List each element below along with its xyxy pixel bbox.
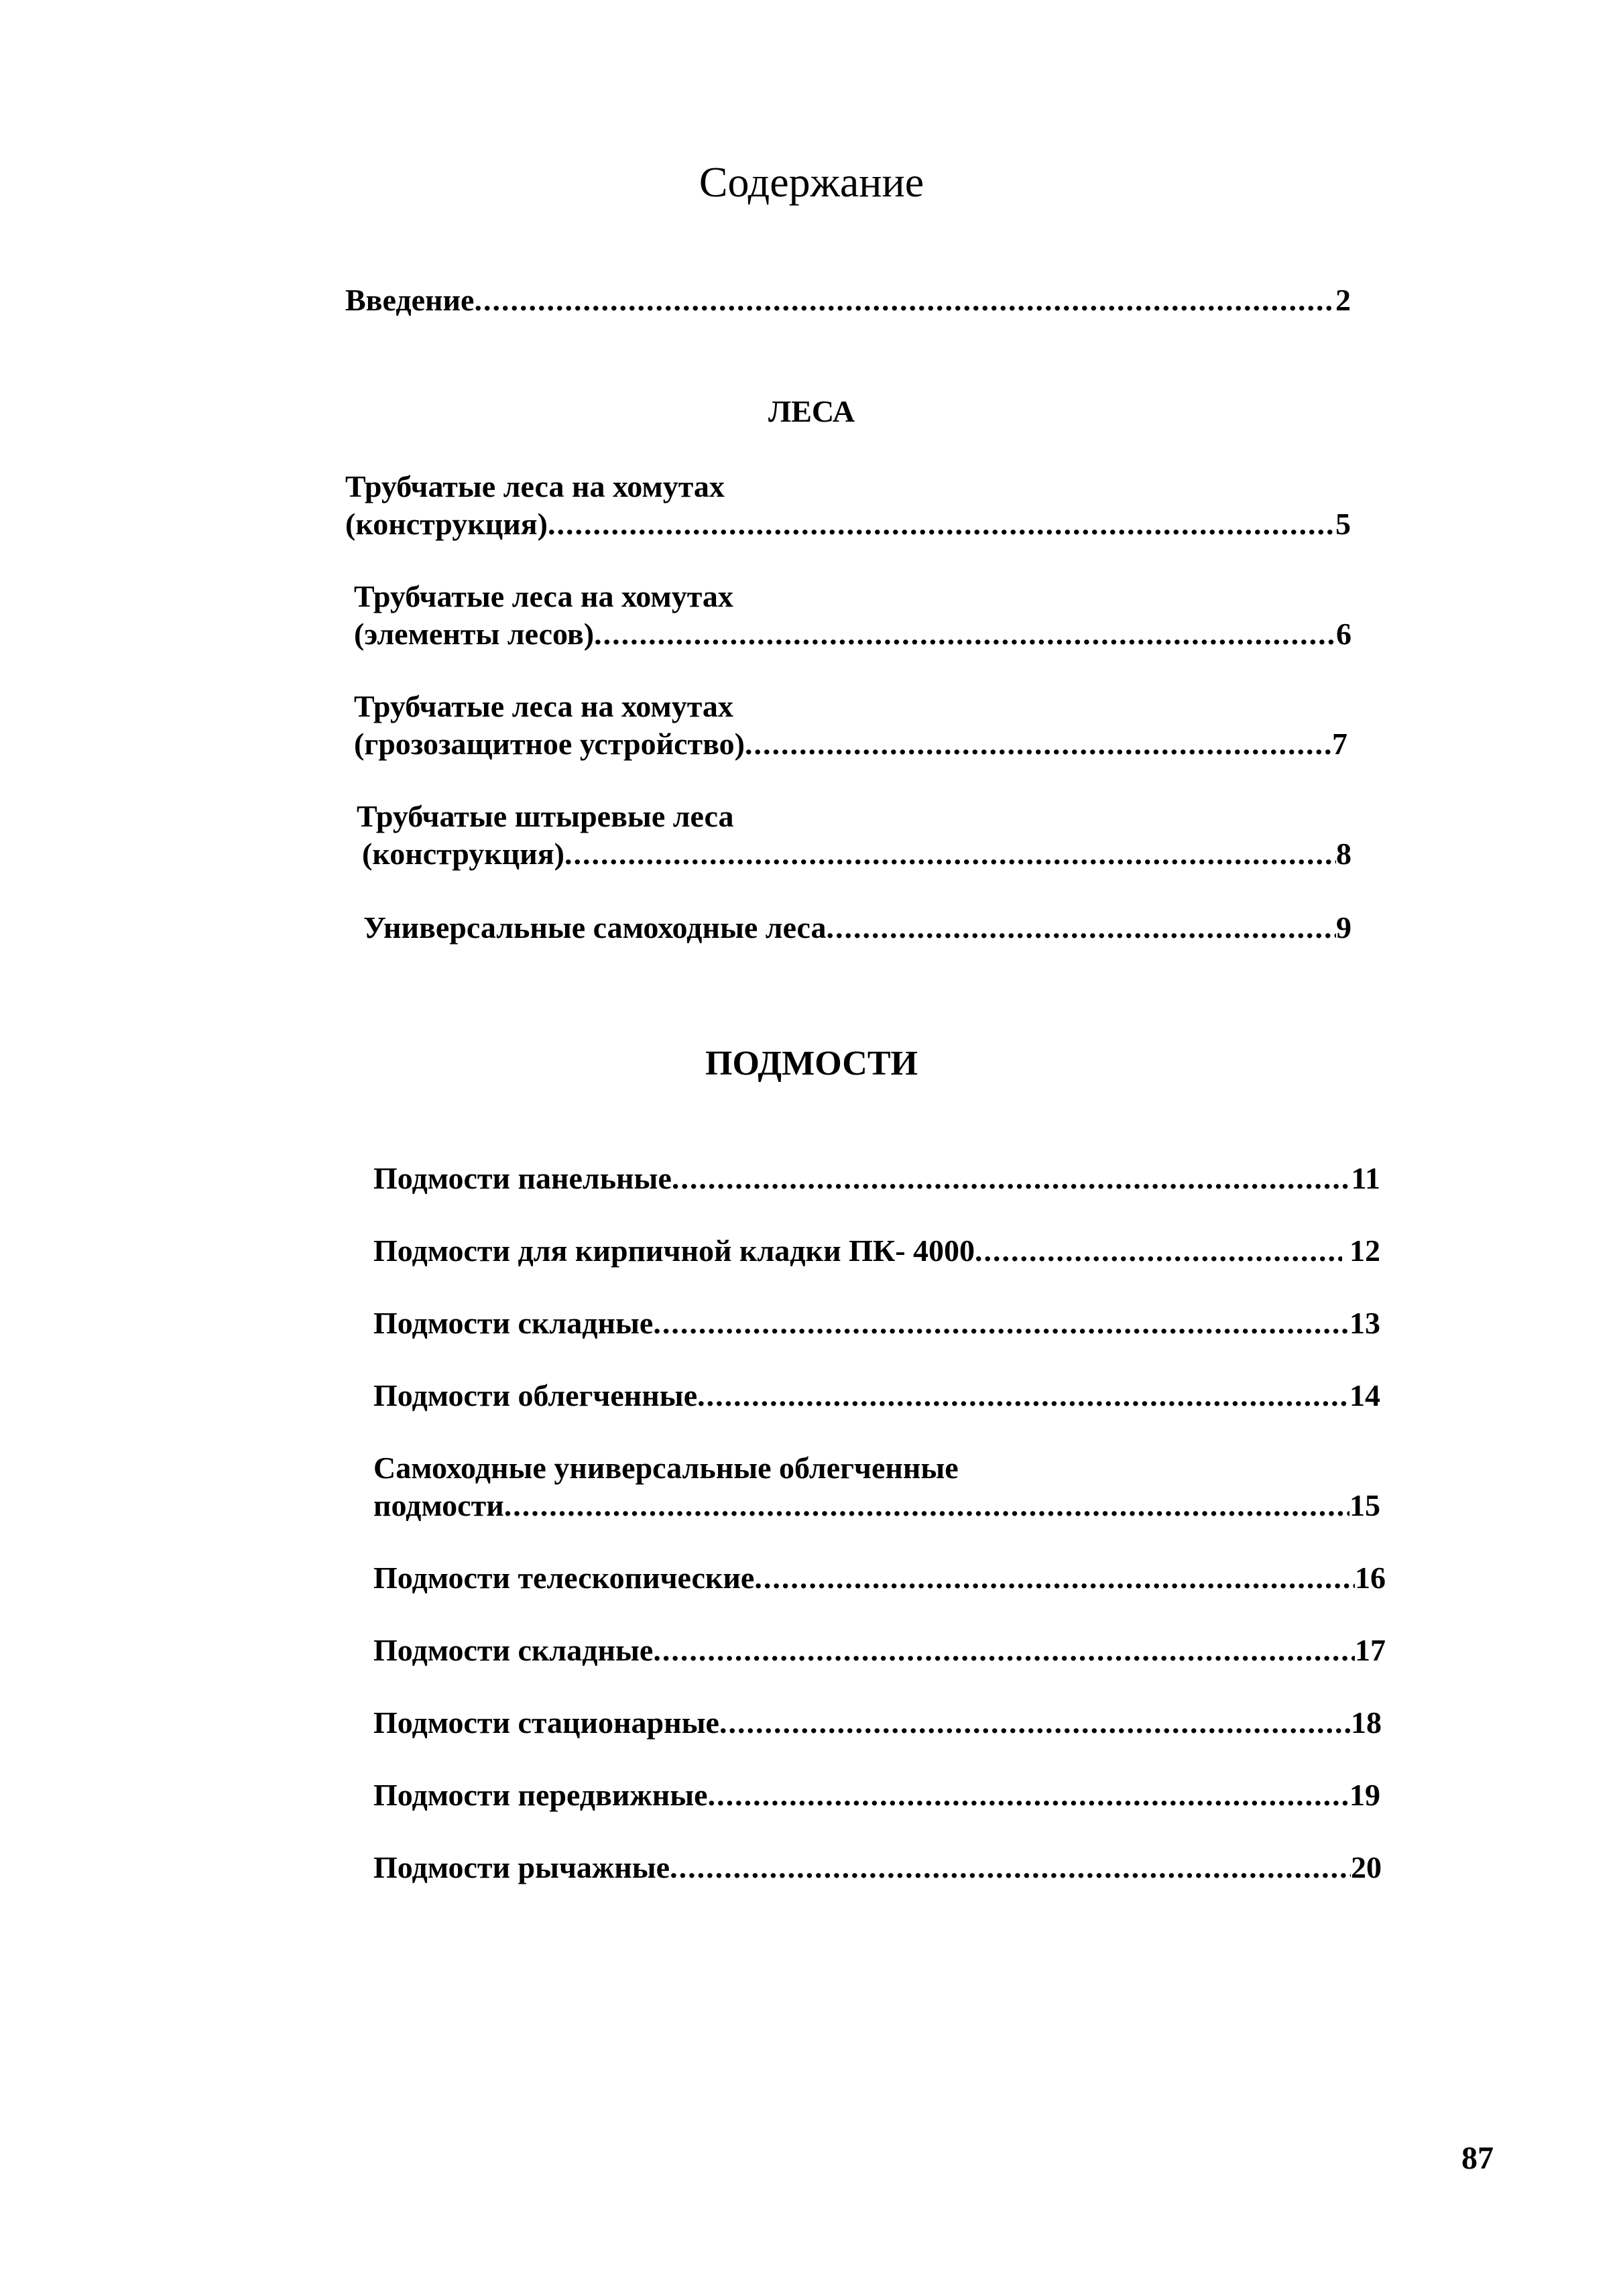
toc-line [357,835,1351,873]
section-heading-podmosti: ПОДМОСТИ [705,1044,918,1083]
toc-entry [373,1704,1382,1742]
toc-entry-title: Введение [345,283,475,317]
toc-page-number: 6 [1336,617,1351,651]
toc-entry-title-line1: Трубчатые леса на хомутах [345,469,725,503]
toc-entry [373,1449,1380,1524]
dot-leader [697,1377,1349,1414]
toc-entry-title-line1: Трубчатые леса на хомутах [354,689,733,723]
toc-page-number: 18 [1351,1705,1382,1740]
toc-page-number: 20 [1351,1850,1382,1884]
toc-entry-title: (конструкция) [345,507,548,541]
dot-leader [670,1849,1351,1886]
dot-leader [474,282,1335,319]
toc-line [373,1776,1380,1814]
toc-entry [373,1559,1386,1597]
toc-page-number: 15 [1349,1488,1380,1522]
dot-leader [594,615,1336,653]
toc-page-number: 13 [1349,1306,1380,1340]
toc-line [373,1487,1380,1524]
toc-page-number: 2 [1335,283,1351,317]
toc-line [373,1704,1382,1742]
toc-entry [373,1632,1386,1669]
toc-entry [373,1305,1380,1342]
dot-leader [745,725,1332,763]
page-number: 87 [1461,2140,1494,2176]
toc-entry-title-line1: Трубчатые штыревые леса [357,799,734,833]
toc-entry-title: Подмости складные [373,1306,654,1340]
toc-page-number: 17 [1355,1633,1386,1667]
toc-entry [373,1232,1380,1270]
dot-leader [719,1704,1351,1742]
toc-entry [373,1776,1380,1814]
toc-line [373,1305,1380,1342]
toc-entry [363,909,1351,947]
dot-leader [564,835,1336,873]
toc-line [373,1160,1380,1197]
toc-page-number: 9 [1336,910,1351,945]
toc-entry-title: Подмости рычажные [373,1850,670,1884]
dot-leader [548,505,1335,543]
toc-entry-title: Подмости для кирпичной кладки ПК- 4000 [373,1233,975,1268]
toc-line [354,725,1347,763]
toc-entry [354,688,1347,763]
toc-entry-title: (грозозащитное устройство) [354,727,745,761]
toc-line [373,1632,1386,1669]
toc-entry [373,1849,1382,1886]
dot-leader [504,1487,1349,1524]
toc-page-number: 12 [1341,1233,1380,1268]
toc-entry-title: Универсальные самоходные леса [363,910,827,945]
toc-line [373,1849,1382,1886]
toc-entry-title: Подмости складные [373,1633,654,1667]
dot-leader [653,1632,1355,1669]
toc-entry [354,578,1351,653]
toc-entry-title: Подмости облегченные [373,1378,698,1412]
toc-entry-title: Подмости панельные [373,1161,672,1195]
dot-leader [975,1232,1341,1270]
toc-line [345,282,1351,319]
toc-page-number: 19 [1349,1778,1380,1812]
toc-entry [373,1377,1380,1414]
toc-entry [373,1160,1380,1197]
toc-page-number: 14 [1349,1378,1380,1412]
toc-entry-title: (конструкция) [362,837,564,871]
toc-entry-title: Подмости передвижные [373,1778,708,1812]
toc-entry [345,468,1351,543]
toc-entry-title: подмости [373,1488,504,1522]
toc-entry-intro [345,282,1351,319]
toc-entry-title-line1: Самоходные универсальные облегченные [373,1451,959,1485]
page-title: Содержание [699,158,924,206]
toc-entry-title: (элементы лесов) [354,617,595,651]
toc-page-number: 8 [1336,837,1351,871]
dot-leader [827,909,1336,947]
toc-entry-title: Подмости телескопические [373,1561,755,1595]
toc-line [373,1559,1386,1597]
toc-page-number: 16 [1355,1561,1386,1595]
toc-line [345,505,1351,543]
toc-page-number: 7 [1332,727,1347,761]
toc-entry [357,798,1351,873]
dot-leader [672,1160,1351,1197]
dot-leader [653,1305,1349,1342]
toc-entry-title: Подмости стационарные [373,1705,719,1740]
dot-leader [708,1776,1349,1814]
toc-page-number: 5 [1335,507,1351,541]
toc-entry-title-line1: Трубчатые леса на хомутах [354,579,733,613]
toc-line [373,1377,1380,1414]
section-heading-lesa: ЛЕСА [768,394,855,428]
toc-line [363,909,1351,947]
toc-page-number: 11 [1351,1161,1380,1195]
toc-line [373,1232,1380,1270]
toc-line [354,615,1351,653]
dot-leader [754,1559,1355,1597]
